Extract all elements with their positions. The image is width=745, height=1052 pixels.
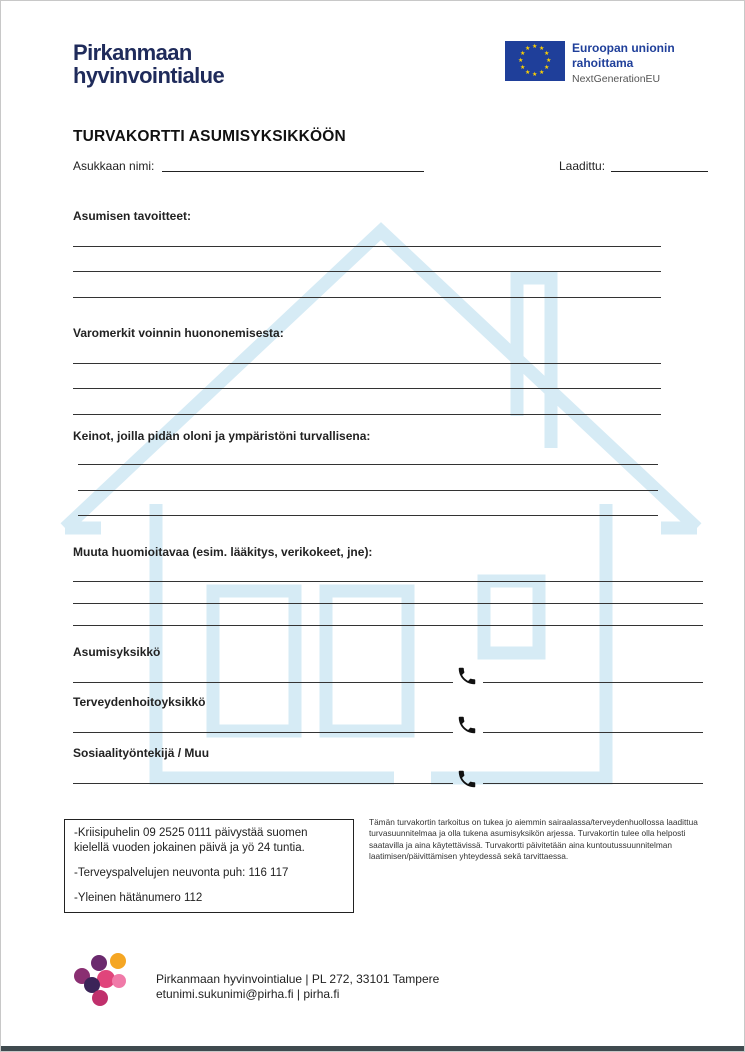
brand-line-2: hyvinvointialue [73, 63, 225, 88]
pirha-logo-icon [71, 951, 131, 1013]
eu-funding-line-3: NextGenerationEU [572, 73, 661, 85]
housing-unit-name-field[interactable] [73, 682, 453, 683]
eu-funding-badge [505, 41, 675, 85]
goals-line-3[interactable] [73, 297, 661, 298]
other-line-2[interactable] [73, 603, 703, 604]
safety-line-2[interactable] [78, 490, 658, 491]
section-heading-other: Muuta huomioitavaa (esim. lääkitys, verikokeet, jne): [73, 545, 373, 559]
contact-label-health-unit: Terveydenhoitoyksikkö [73, 695, 206, 709]
emergency-number-text: -Yleinen hätänumero 112 [74, 892, 203, 904]
purpose-note: Tämän turvakortin tarkoitus on tukea jo aiemmin sairaalassa/terveydenhuollossa laadittua turvasuunnitelmaa ja olla tukena asumisyksikön arjessa. Turvakortin tulee olla helposti saatavilla ja aina käytettävissä. Turvakortti päivitetään aina kuntoutussuunnitelman laatimisen/päivittämisen yhteydessä sekä tarvittaessa. [369, 817, 698, 861]
contact-label-social-worker: Sosiaalityöntekijä / Muu [73, 746, 210, 760]
eu-funding-line-2: rahoittama [572, 56, 634, 70]
other-line-3[interactable] [73, 625, 703, 626]
warning-line-3[interactable] [73, 414, 661, 415]
footer-web: etunimi.sukunimi@pirha.fi | pirha.fi [156, 987, 340, 1001]
health-unit-phone-field[interactable] [483, 732, 703, 733]
brand-line-1: Pirkanmaan [73, 40, 192, 65]
safety-line-3[interactable] [78, 515, 658, 516]
warning-line-1[interactable] [73, 363, 661, 364]
resident-name-label: Asukkaan nimi: [73, 159, 155, 173]
goals-line-1[interactable] [73, 246, 661, 247]
health-unit-name-field[interactable] [73, 732, 453, 733]
phone-icon [456, 665, 478, 687]
resident-name-field[interactable] [162, 171, 424, 172]
housing-unit-phone-field[interactable] [483, 682, 703, 683]
footer-address: Pirkanmaan hyvinvointialue | PL 272, 33101 Tampere [156, 972, 440, 986]
phone-icon [456, 714, 478, 736]
safety-line-1[interactable] [78, 464, 658, 465]
section-heading-goals: Asumisen tavoitteet: [73, 209, 192, 223]
eu-flag-icon: ★ ★ ★ ★ ★ ★ ★ ★ ★ ★ ★ ★ [505, 41, 565, 81]
phone-icon [456, 768, 478, 790]
contact-label-housing-unit: Asumisyksikkö [73, 645, 161, 659]
brand-logotype [73, 41, 224, 87]
health-advice-text: -Terveyspalvelujen neuvonta puh: 116 117 [74, 867, 289, 879]
emergency-info-box [64, 819, 354, 913]
section-heading-warning-signs: Varomerkit voinnin huononemisesta: [73, 326, 284, 340]
footer-contact [156, 972, 439, 1002]
date-label: Laadittu: [559, 159, 606, 173]
page-title: TURVAKORTTI ASUMISYKSIKKÖÖN [73, 128, 346, 145]
eu-funding-line-1: Euroopan unionin [572, 41, 675, 55]
warning-line-2[interactable] [73, 388, 661, 389]
date-field[interactable] [611, 171, 708, 172]
social-worker-name-field[interactable] [73, 783, 453, 784]
section-heading-safety-means: Keinot, joilla pidän oloni ja ympäristöni turvallisena: [73, 429, 371, 443]
goals-line-2[interactable] [73, 271, 661, 272]
other-line-1[interactable] [73, 581, 703, 582]
social-worker-phone-field[interactable] [483, 783, 703, 784]
crisis-line-text: -Kriisipuhelin 09 2525 0111 päivystää suomen kielellä vuoden jokainen päivä ja yö 24 tuntia. [74, 827, 308, 854]
bottom-bar [1, 1046, 745, 1051]
